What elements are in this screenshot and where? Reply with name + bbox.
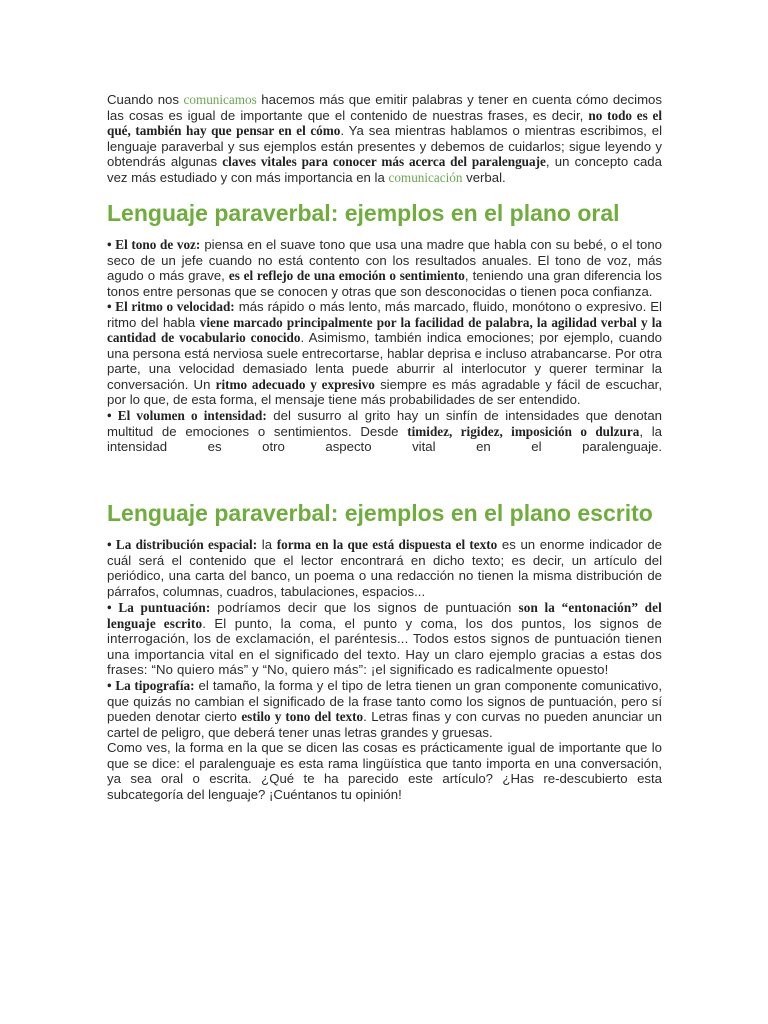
bold-phrase: viene marcado principalmente por la facilidad de palabra, la agilidad verbal y la cantidad de vocabulario conocido xyxy=(107,314,662,345)
bullet-label: • La puntuación: xyxy=(107,600,211,615)
paragraph-text: es un enorme indicador de cuál será el contenido que el lector encontrará en dicho texto; es decir, un artículo del periódico, una carta del banco, un poema o una redacción no tienen la misma distribución de párrafos, columnas, cuadros, tabulaciones, espacios... xyxy=(107,537,663,599)
intro-text: verbal. xyxy=(462,169,506,185)
bold-phrase: son la “entonación” del lenguaje escrito xyxy=(107,600,662,631)
intro-bold: claves vitales para conocer más acerca del paralenguaje xyxy=(222,154,546,169)
closing-paragraph: Como ves, la forma en la que se dicen las cosas es prácticamente igual de importante que lo que se dice: el paralenguaje es esta rama lingüística que tanto importa en una conversación, ya sea oral o escrita. ¿Qué te ha parecido este artículo? ¿Has re-descubierto esta subcategoría del lenguaje? ¡Cuéntanos tu opinión! xyxy=(107,740,662,802)
paragraph-text: . El punto, la coma, el punto y coma, los dos puntos, los signos de interrogación, los de exclamación, el paréntesis... Todos estos signos de puntuación tienen una importancia vital en el significado del texto. Hay un claro ejemplo gracias a estas dos frases: “No quiero más” y “No, quiero más”: ¡el significado es radicalmente opuesto! xyxy=(107,615,662,677)
intro-text: Cuando nos xyxy=(107,92,184,107)
intro-paragraph xyxy=(107,92,662,185)
paragraph-text: , la intensidad es otro aspecto vital en el paralenguaje. xyxy=(107,423,662,454)
paragraph-text: , teniendo una gran diferencia los tonos entre personas que se conocen y otras que son desconocidas o tienen poca confianza. xyxy=(107,268,662,299)
bullet-label: • El ritmo o velocidad: xyxy=(107,299,235,314)
bold-phrase: es el reflejo de una emoción o sentimiento xyxy=(228,268,465,283)
paragraph-text: . Letras finas y con curvas no pueden anunciar un cartel de peligro, que deberá tener unas letras grandes y gruesas. xyxy=(107,709,662,740)
bold-phrase: ritmo adecuado y expresivo xyxy=(215,376,375,392)
oral-ritmo-paragraph xyxy=(107,299,662,408)
paragraph-text: del susurro al grito hay un sinfín de intensidades que denotan multitud de emociones o sentimientos. Desde xyxy=(107,408,662,439)
intro-text: . Ya sea mientras hablamos o mientras escribimos, el lenguaje paraverbal y sus ejemplos están presentes y debemos de cuidarlos; sigue leyendo y obtendrás algunas xyxy=(107,123,662,169)
escrito-distribucion-paragraph xyxy=(107,537,662,599)
bold-phrase: estilo y tono del texto xyxy=(241,709,364,724)
intro-text: , un concepto cada vez más estudiado y con más importancia en la xyxy=(107,154,662,185)
bullet-label: • La tipografía: xyxy=(107,678,195,693)
paragraph-text: . Asimismo, también indica emociones; por ejemplo, cuando una persona está nerviosa suele entrecortarse, hablar deprisa e incluso atrabancarse. Por otra parte, una velocidad demasiado lenta puede aburrir al interlocutor y querer terminar la conversación. Un xyxy=(107,330,662,392)
intro-bold: no todo es el qué, también hay que pensar en el cómo xyxy=(107,107,662,138)
escrito-puntuacion-paragraph xyxy=(107,600,662,678)
paragraph-text: piensa en el suave tono que usa una madre que habla con su bebé, o el tono seco de un jefe cuando no está contento con los resultados anuales. El tono de voz, más agudo o más grave, xyxy=(107,237,662,283)
paragraph-text: más rápido o más lento, más marcado, fluido, monótono o expresivo. El ritmo del habla xyxy=(107,299,662,330)
section-escrito-heading: Lenguaje paraverbal: ejemplos en el plano escrito xyxy=(107,500,653,526)
bullet-label: • El tono de voz: xyxy=(107,237,201,252)
oral-tono-paragraph xyxy=(107,237,662,299)
link-comunicamos[interactable]: comunicamos xyxy=(183,92,257,107)
bold-phrase: forma en la que está dispuesta el texto xyxy=(276,537,498,552)
bullet-label: • El volumen o intensidad: xyxy=(107,408,267,423)
escrito-tipografia-paragraph xyxy=(107,678,662,740)
link-comunicacion[interactable]: comunicación xyxy=(388,169,463,185)
section-oral-heading: Lenguaje paraverbal: ejemplos en el plano oral xyxy=(107,200,620,226)
intro-text: hacemos más que emitir palabras y tener en cuenta cómo decimos las cosas es igual de importante que el contenido de nuestras frases, es decir, xyxy=(107,92,662,123)
bold-phrase: timidez, rigidez, imposición o dulzura xyxy=(407,423,640,439)
paragraph-text: la xyxy=(257,537,277,552)
bullet-label: • La distribución espacial: xyxy=(107,537,258,552)
paragraph-text: el tamaño, la forma y el tipo de letra tienen un gran componente comunicativo, que quizás no cambian el significado de la frase tanto como los signos de puntuación, pero sí pueden denotar cierto xyxy=(107,678,662,724)
paragraph-text: podríamos decir que los signos de puntuación xyxy=(210,600,519,615)
oral-volumen-paragraph xyxy=(107,408,662,455)
paragraph-text: siempre es más agradable y fácil de escuchar, por lo que, de esta forma, el mensaje tiene más probabilidades de ser entendido. xyxy=(107,376,662,407)
